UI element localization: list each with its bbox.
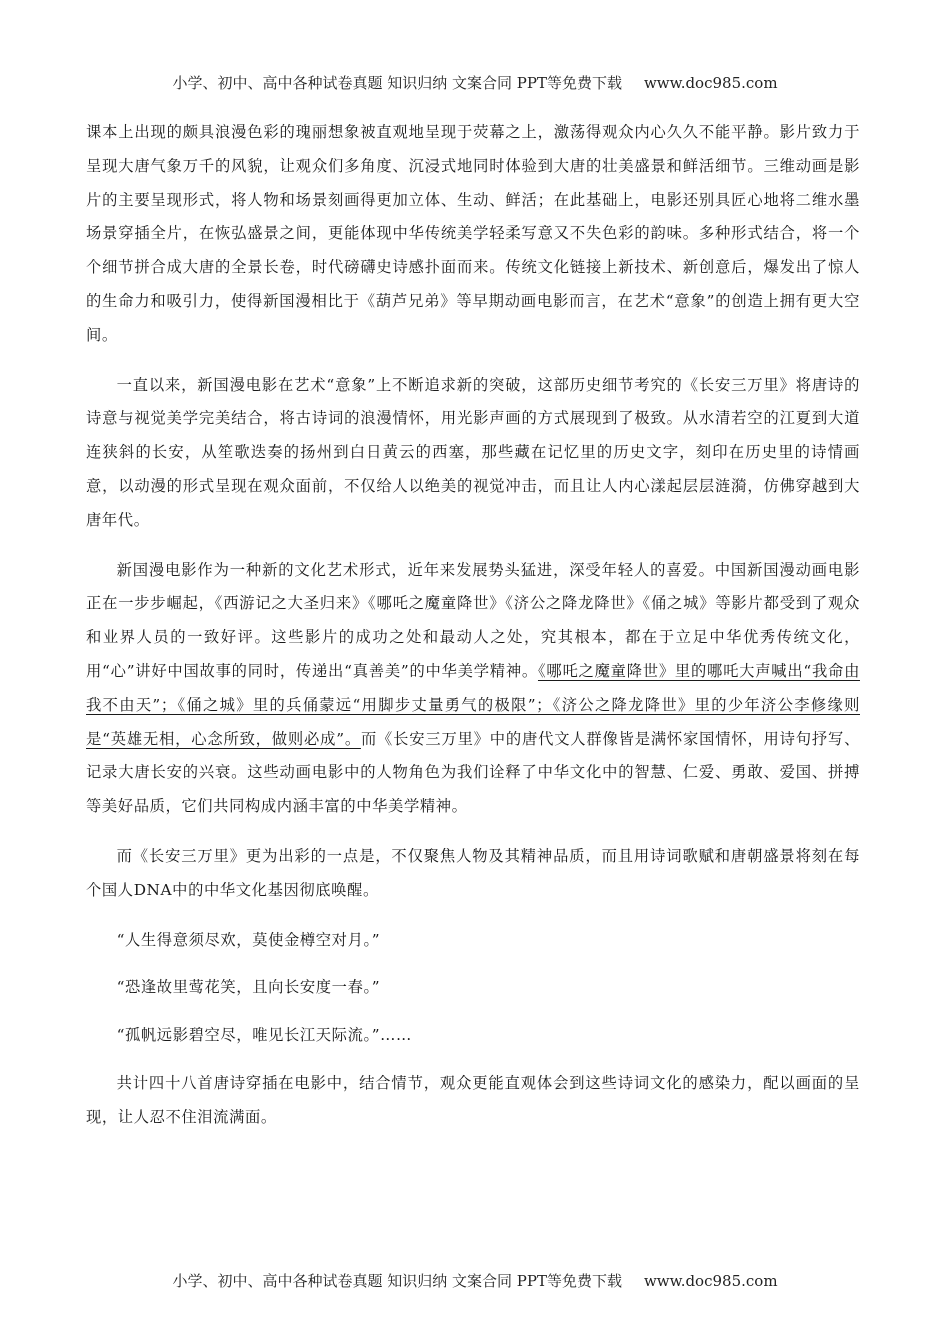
header-site-link[interactable]: www.doc985.com <box>643 74 778 92</box>
article-body <box>86 116 860 1151</box>
paragraph-2: 一直以来，新国漫电影在艺术“意象”上不断追求新的突破，这部历史细节考究的《长安三万里》将唐诗的诗意与视觉美学完美结合，将古诗词的浪漫情怀，用光影声画的方式展现到了极致。从水清若空的江夏到大道连狭斜的长安，从笙歌迭奏的扬州到白日黄云的西塞，那些藏在记忆里的历史文字，刻印在历史里的诗情画意，以动漫的形式呈现在观众面前，不仅给人以绝美的视觉冲击，而且让人内心漾起层层涟漪，仿佛穿越到大唐年代。 <box>86 375 860 529</box>
paragraph-3-intro: 新国漫电影作为一种新的文化艺术形式，近年来发展势头猛进，深受年轻人的喜爱。中国新国漫动画电影正在一步步崛起，《西游记之大圣归来》《哪吒之魔童降世》《济公之降龙降世》《俑之城》等影片都受到了观众和业界人员的一致好评。这些影片的成功之处和最动人之处，究其根本，都在于立足中华优秀传统文化，用“心”讲好中国故事的同时，传递出“真善美”的中华美学精神。 <box>86 560 860 680</box>
poem-line-2: “恐逢故里莺花笑，且向长安度一春。” <box>116 978 381 997</box>
page-footer <box>0 1270 950 1291</box>
paragraph-1: 课本上出现的颇具浪漫色彩的瑰丽想象被直观地呈现于荧幕之上，激荡得观众内心久久不能平静。影片致力于呈现大唐气象万千的风貌，让观众们多角度、沉浸式地同时体验到大唐的壮美盛景和鲜活细节。三维动画是影片的主要呈现形式，将人物和场景刻画得更加立体、生动、鲜活；在此基础上，电影还别具匠心地将二维水墨场景穿插全片，在恢弘盛景之间，更能体现中华传统美学轻柔写意又不失色彩的韵味。多种形式结合，将一个个细节拼合成大唐的全景长卷，时代磅礴史诗感扑面而来。传统文化链接上新技术、新创意后，爆发出了惊人的生命力和吸引力，使得新国漫相比于《葫芦兄弟》等早期动画电影而言，在艺术“意象”的创造上拥有更大空间。 <box>86 123 860 344</box>
paragraph-3-underlined: 《哪吒之魔童降世》里的哪吒大声喊出“我命由我不由天”；《俑之城》里的兵俑蒙远“用脚步丈量勇气的极限”；《济公之降龙降世》里的少年济公李修缘则是“英雄无相，心念所致，做则必成”。 <box>86 661 860 748</box>
poem-line-1: “人生得意须尽欢，莫使金樽空对月。” <box>116 930 381 949</box>
footer-site-link[interactable]: www.doc985.com <box>643 1272 778 1290</box>
page-header <box>0 72 950 93</box>
header-text: 小学、初中、高中各种试卷真题 知识归纳 文案合同 PPT等免费下载 <box>172 74 622 92</box>
paragraph-3-conclusion: 而《长安三万里》中的唐代文人群像皆是满怀家国情怀，用诗句抒写、记录大唐长安的兴衰。这些动画电影中的人物角色为我们诠释了中华文化中的智慧、仁爱、勇敢、爱国、拼搏等美好品质，它们共同构成内涵丰富的中华美学精神。 <box>86 729 860 816</box>
paragraph-3 <box>86 554 860 824</box>
paragraph-5: 共计四十八首唐诗穿插在电影中，结合情节，观众更能直观体会到这些诗词文化的感染力，配以画面的呈现，让人忍不住泪流满面。 <box>86 1073 860 1126</box>
footer-text: 小学、初中、高中各种试卷真题 知识归纳 文案合同 PPT等免费下载 <box>172 1272 622 1290</box>
paragraph-4: 而《长安三万里》更为出彩的一点是，不仅聚焦人物及其精神品质，而且用诗词歌赋和唐朝盛景将刻在每个国人DNA中的中华文化基因彻底唤醒。 <box>86 846 860 899</box>
poem-line-3: “孤帆远影碧空尽，唯见长江天际流。”…… <box>116 1026 412 1045</box>
